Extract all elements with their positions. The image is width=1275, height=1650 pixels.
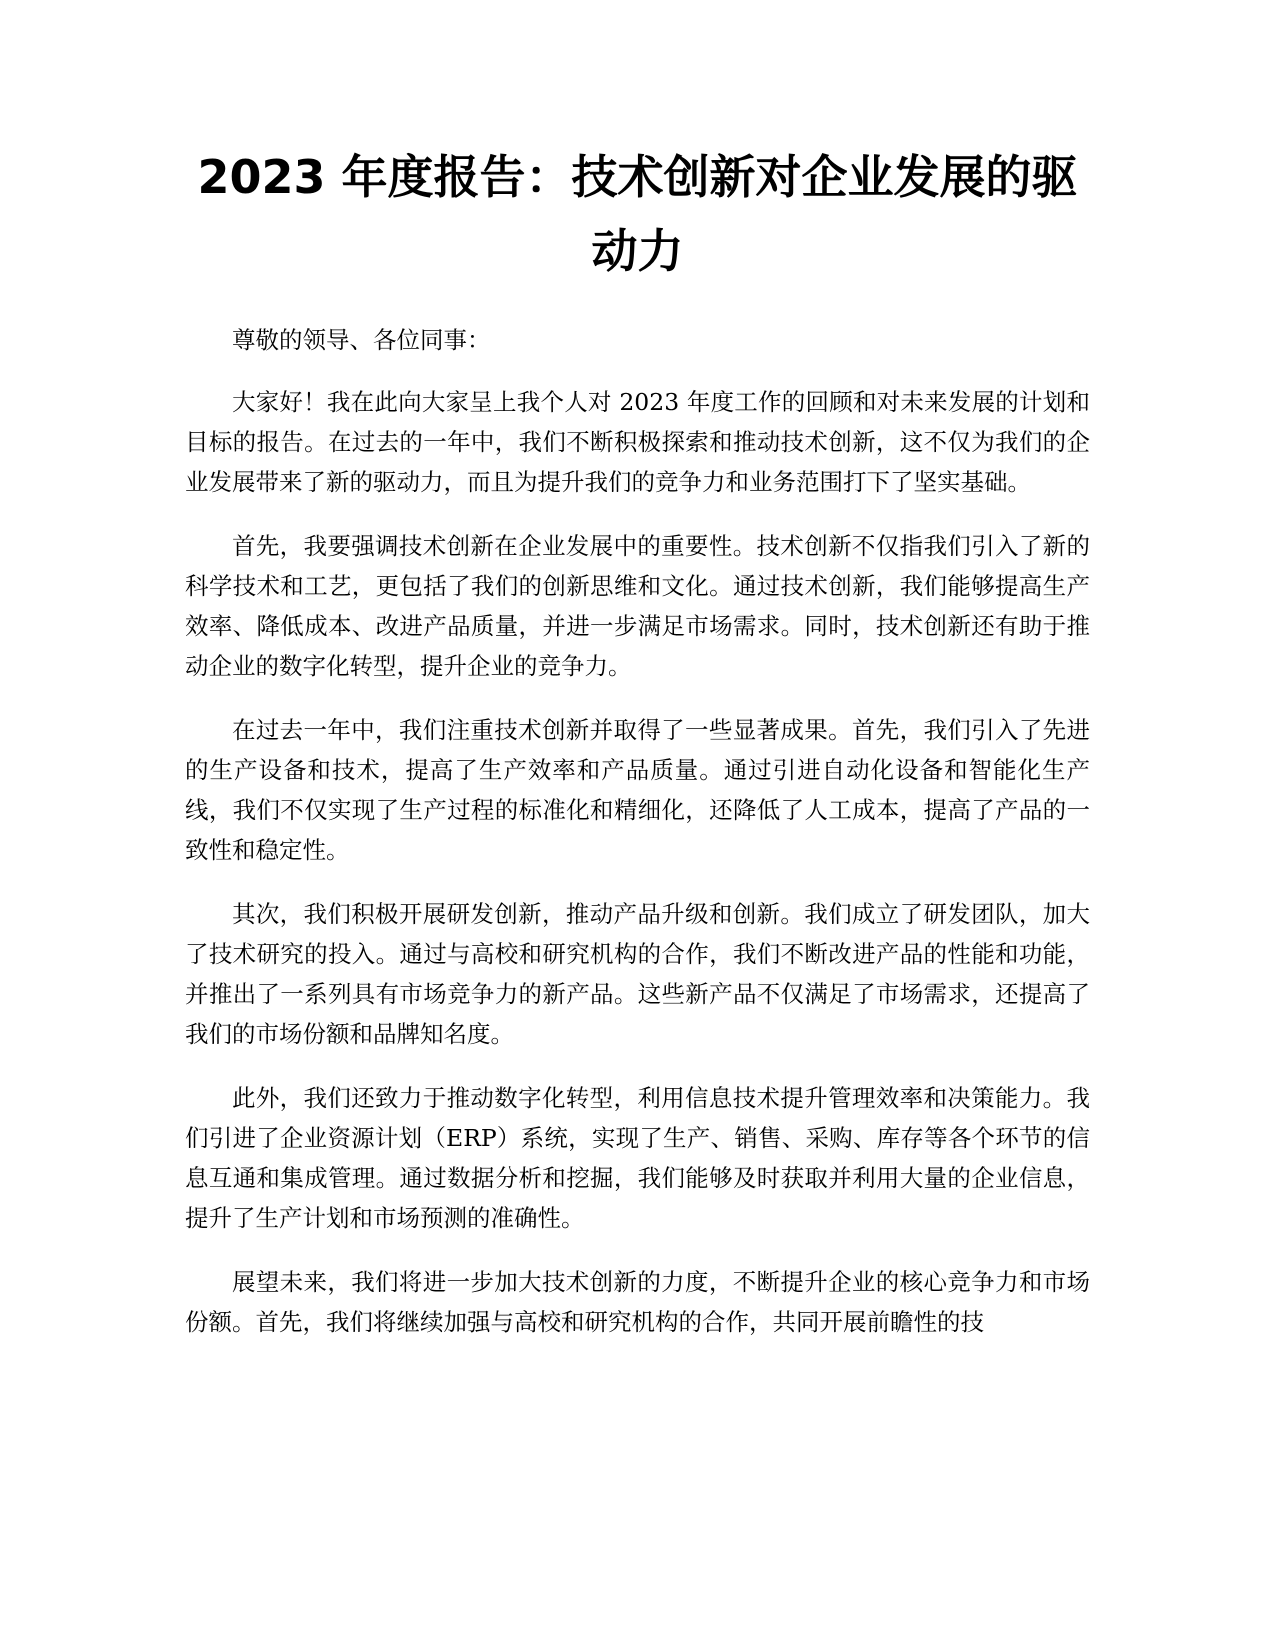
document-body bbox=[185, 320, 1090, 1366]
salutation: 尊敬的领导、各位同事： bbox=[232, 326, 491, 354]
paragraph-outlook: 展望未来，我们将进一步加大技术创新的力度，不断提升企业的核心竞争力和市场份额。首先，我们将继续加强与高校和研究机构的合作，共同开展前瞻性的技 bbox=[185, 1268, 1090, 1336]
paragraph-rnd: 其次，我们积极开展研发创新，推动产品升级和创新。我们成立了研发团队，加大了技术研究的投入。通过与高校和研究机构的合作，我们不断改进产品的性能和功能，并推出了一系列具有市场竞争力的新产品。这些新产品不仅满足了市场需求，还提高了我们的市场份额和品牌知名度。 bbox=[185, 900, 1090, 1048]
document-title: 2023 年度报告：技术创新对企业发展的驱动力 bbox=[197, 150, 1078, 278]
paragraph-achievements: 在过去一年中，我们注重技术创新并取得了一些显著成果。首先，我们引入了先进的生产设备和技术，提高了生产效率和产品质量。通过引进自动化设备和智能化生产线，我们不仅实现了生产过程的标准化和精细化，还降低了人工成本，提高了产品的一致性和稳定性。 bbox=[185, 716, 1090, 864]
paragraph-greeting: 大家好！我在此向大家呈上我个人对 2023 年度工作的回顾和对未来发展的计划和目标的报告。在过去的一年中，我们不断积极探索和推动技术创新，这不仅为我们的企业发展带来了新的驱动力，而且为提升我们的竞争力和业务范围打下了坚实基础。 bbox=[185, 388, 1090, 496]
paragraph-importance: 首先，我要强调技术创新在企业发展中的重要性。技术创新不仅指我们引入了新的科学技术和工艺，更包括了我们的创新思维和文化。通过技术创新，我们能够提高生产效率、降低成本、改进产品质量，并进一步满足市场需求。同时，技术创新还有助于推动企业的数字化转型，提升企业的竞争力。 bbox=[185, 532, 1090, 680]
paragraph-digital: 此外，我们还致力于推动数字化转型，利用信息技术提升管理效率和决策能力。我们引进了企业资源计划（ERP）系统，实现了生产、销售、采购、库存等各个环节的信息互通和集成管理。通过数据分析和挖掘，我们能够及时获取并利用大量的企业信息，提升了生产计划和市场预测的准确性。 bbox=[185, 1084, 1090, 1232]
